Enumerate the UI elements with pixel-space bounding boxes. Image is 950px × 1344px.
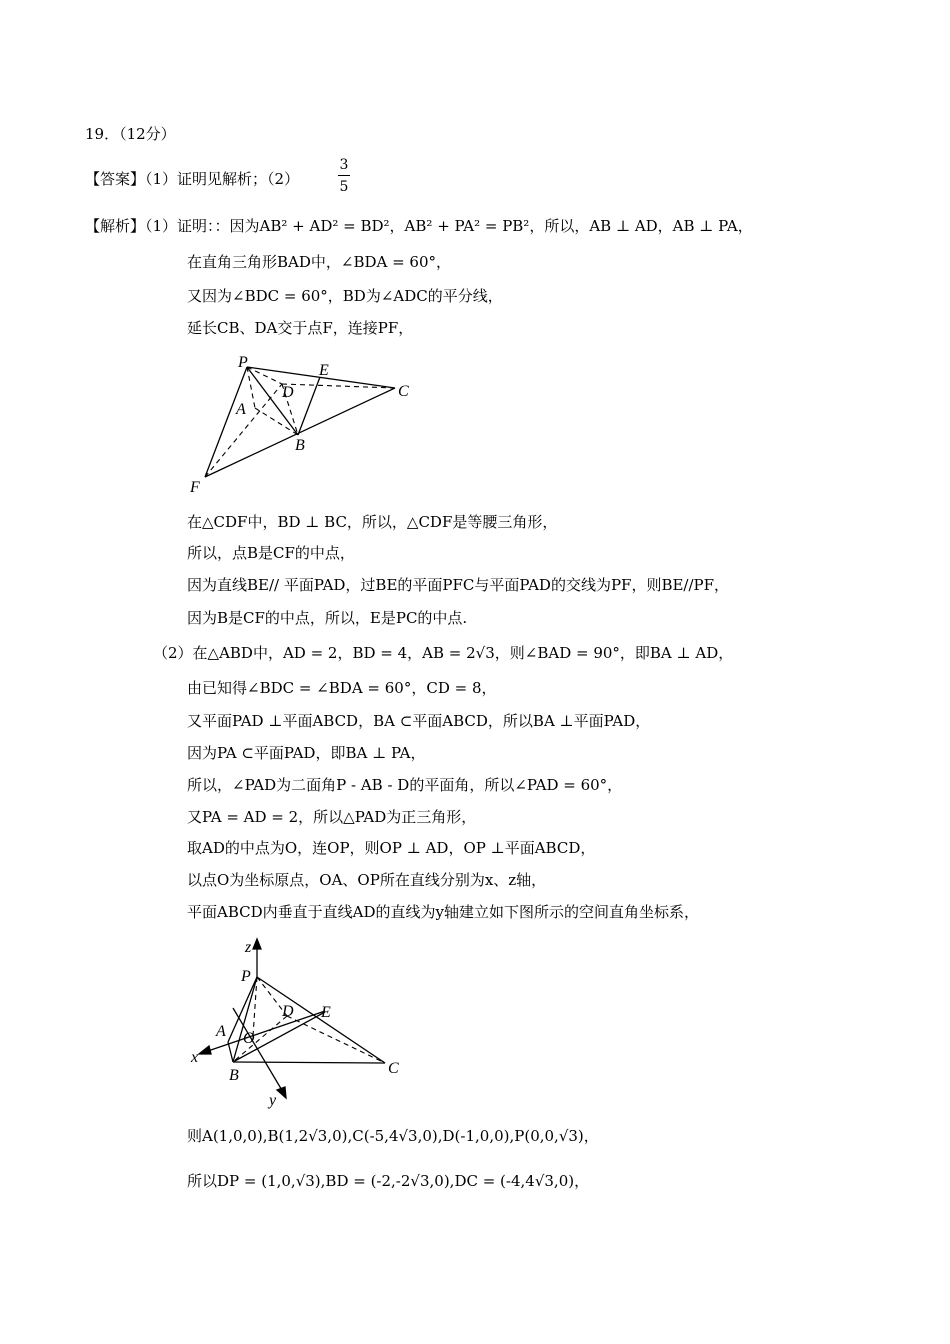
part2-line: 又平面PAD ⊥平面ABCD，BA ⊂平面ABCD，所以BA ⊥平面PAD， <box>187 712 651 730</box>
part1-line: 在直角三角形BAD中，∠BDA = 60°， <box>187 253 452 271</box>
y-axis <box>233 1008 283 1092</box>
part1-line: 延长CB、DA交于点F，连接PF， <box>187 319 414 337</box>
pyramid-figure-1 <box>185 350 425 500</box>
problem-header: 19．（12分） <box>85 125 176 143</box>
part1b-line: 在△CDF中，BD ⊥ BC，所以，△CDF是等腰三角形， <box>187 513 558 531</box>
edge-PB <box>233 977 257 1062</box>
answer-fraction-numerator: 3 <box>339 157 349 173</box>
part2-line: 因为PA ⊂平面PAD，即BA ⊥ PA， <box>187 744 426 762</box>
answer-fraction-bar <box>338 175 350 176</box>
label-z: z <box>245 939 252 956</box>
analysis-intro: 【解析】（1）证明：：因为AB² + AD² = BD²，AB² + PA² = PB²，所以，AB ⊥ AD，AB ⊥ PA， <box>85 217 753 235</box>
part2-line: 由已知得∠BDC = ∠BDA = 60°，CD = 8， <box>187 679 497 697</box>
coordinate-figure-2 <box>185 935 415 1110</box>
part1b-line: 所以，点B是CF的中点， <box>187 544 355 562</box>
part1b-line: 因为B是CF的中点，所以，E是PC的中点. <box>187 609 468 627</box>
part2-line: 平面ABCD内垂直于直线AD的直线为y轴建立如下图所示的空间直角坐标系， <box>187 903 699 921</box>
label-C: C <box>388 1060 399 1077</box>
part2-line: 所以，∠PAD为二面角P - AB - D的平面角，所以∠PAD = 60°， <box>187 776 623 794</box>
label-B: B <box>295 437 305 454</box>
label-D: D <box>282 1003 294 1020</box>
edge-EB <box>298 377 320 435</box>
edge-DC <box>287 1016 385 1063</box>
label-y: y <box>269 1092 277 1109</box>
edge-FD <box>205 384 282 477</box>
label-B: B <box>229 1067 239 1084</box>
edge-BC <box>233 1062 385 1063</box>
label-A: A <box>216 1023 226 1040</box>
edge-AB <box>255 408 298 435</box>
y-arrow <box>277 1087 286 1098</box>
label-C: C <box>398 383 409 400</box>
part2-line: 又PA = AD = 2，所以△PAD为正三角形， <box>187 808 477 826</box>
label-A: A <box>236 401 246 418</box>
part1b-line: 因为直线BE// 平面PAD，过BE的平面PFC与平面PAD的交线为PF，则BE//PF， <box>187 576 730 594</box>
label-x: x <box>191 1049 199 1066</box>
x-arrow <box>199 1046 211 1054</box>
coords-line: 所以DP = (1,0,√3),BD = (-2,-2√3,0),DC = (-4,4√3,0)， <box>187 1172 590 1190</box>
edge-AB <box>228 1042 233 1062</box>
z-arrow <box>253 939 261 949</box>
part2-line: 以点O为坐标原点，OA、OP所在直线分别为x、z轴， <box>187 871 547 889</box>
label-O: O <box>243 1030 255 1047</box>
answer-line: 【答案】（1）证明见解析；（2） <box>85 170 300 188</box>
edge-PB <box>247 367 298 435</box>
coords-line: 则A(1,0,0),B(1,2√3,0),C(-5,4√3,0),D(-1,0,0),P(0,0,√3)， <box>187 1127 599 1145</box>
answer-fraction-denominator: 5 <box>339 179 349 195</box>
label-P: P <box>238 354 248 371</box>
part2-line: （2）在△ABD中，AD = 2，BD = 4，AB = 2√3，则∠BAD = 90°，即BA ⊥ AD， <box>153 644 734 662</box>
part2-line: 取AD的中点为O，连OP，则OP ⊥ AD，OP ⊥平面ABCD， <box>187 839 596 857</box>
label-P: P <box>241 968 251 985</box>
part1-line: 又因为∠BDC = 60°，BD为∠ADC的平分线， <box>187 287 503 305</box>
label-E: E <box>321 1004 331 1021</box>
label-E: E <box>319 362 329 379</box>
label-D: D <box>282 384 294 401</box>
label-F: F <box>190 479 200 496</box>
